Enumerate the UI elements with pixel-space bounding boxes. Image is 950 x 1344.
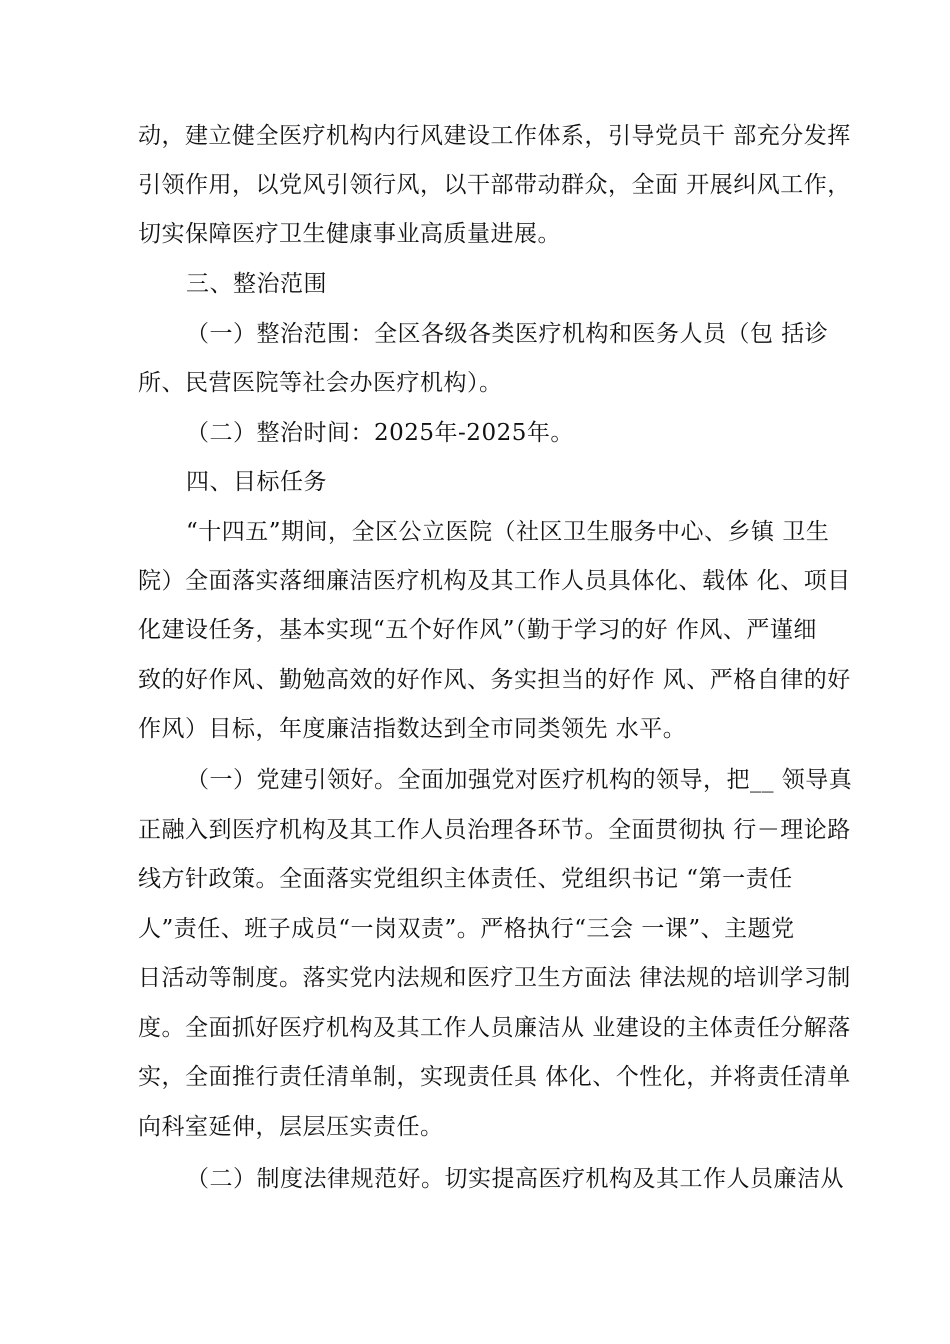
body-text-line: 作风）目标，年度廉洁指数达到全市同类领先 水平。	[138, 716, 687, 742]
body-text-line: 所、民营医院等社会办医疗机构）。	[138, 370, 503, 396]
body-text-line: 向科室延伸，层层压实责任。	[138, 1114, 444, 1140]
body-text-line: 人”责任、班子成员“一岗双责”。严格执行“三会 一课”、主题党	[138, 916, 795, 942]
body-text-line: “十四五”期间，全区公立医院（社区卫生服务中心、乡镇 卫生	[186, 519, 830, 545]
body-text-line: 实，全面推行责任清单制，实现责任具 体化、个性化，并将责任清单	[138, 1064, 851, 1090]
body-text-line: 切实保障医疗卫生健康事业高质量进展。	[138, 221, 561, 247]
body-text-line: 引领作用，以党风引领行风，以干部带动群众，全面 开展纠风工作，	[138, 172, 851, 198]
body-text-line: （二）制度法律规范好。切实提高医疗机构及其工作人员廉洁从	[186, 1166, 844, 1192]
section-heading-goals: 四、目标任务	[186, 469, 327, 495]
body-text-line: （一）党建引领好。全面加强党对医疗机构的领导，把__ 领导真	[186, 767, 853, 793]
body-text-line: 致的好作风、勤勉高效的好作风、务实担当的好作 风、严格自律的好	[138, 667, 851, 693]
body-text-line: 日活动等制度。落实党内法规和医疗卫生方面法 律法规的培训学习制	[138, 965, 851, 991]
body-text-line: 正融入到医疗机构及其工作人员治理各环节。全面贯彻执 行－理论路	[138, 817, 851, 843]
body-text-line: 度。全面抓好医疗机构及其工作人员廉洁从 业建设的主体责任分解落	[138, 1015, 851, 1041]
body-text-line: （一）整治范围：全区各级各类医疗机构和医务人员（包 括诊	[186, 321, 829, 347]
section-heading-scope: 三、整治范围	[186, 271, 327, 297]
body-text-line: （二）整治时间：2025年-2025年。	[186, 420, 574, 446]
body-text-line: 院）全面落实落细廉洁医疗机构及其工作人员具体化、载体 化、项目	[138, 568, 851, 594]
body-text-line: 化建设任务，基本实现“五个好作风”（勤于学习的好 作风、严谨细	[138, 617, 817, 643]
body-text-line: 线方针政策。全面落实党组织主体责任、党组织书记 “第一责任	[138, 866, 793, 892]
body-text-line: 动，建立健全医疗机构内行风建设工作体系，引导党员干 部充分发挥	[138, 123, 851, 149]
